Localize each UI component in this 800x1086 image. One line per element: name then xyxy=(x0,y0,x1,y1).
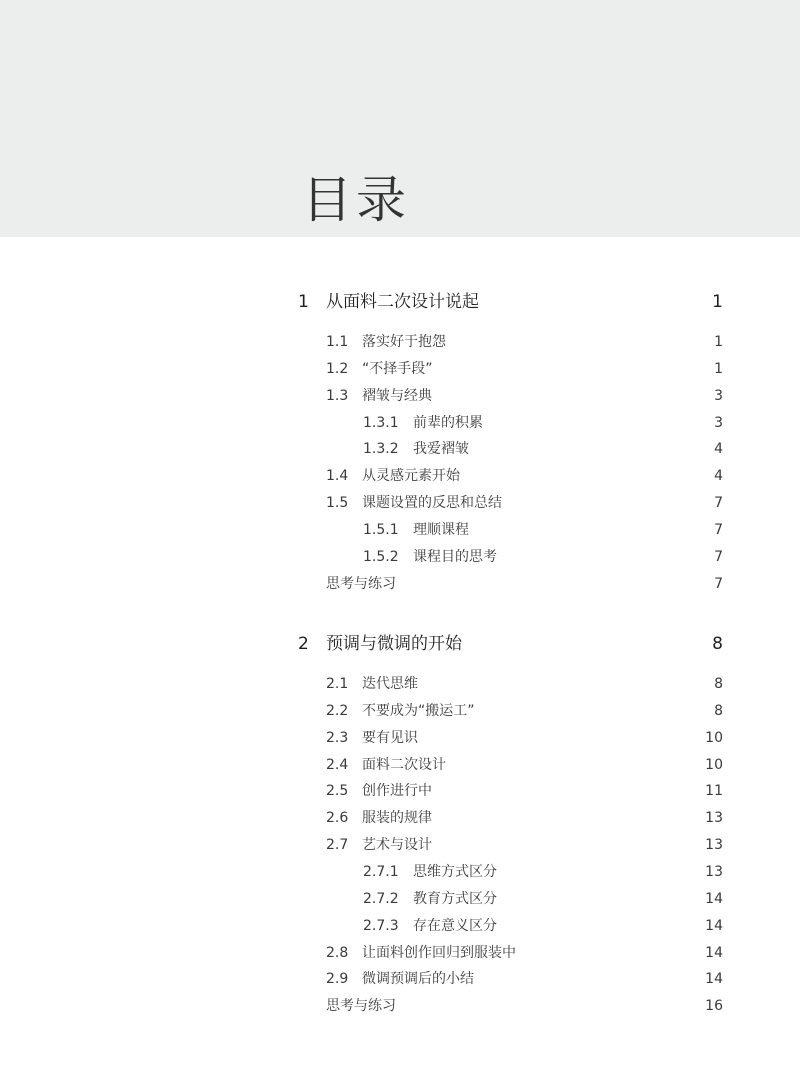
toc-section-title: 课题设置的反思和总结 xyxy=(362,495,502,512)
toc-section-row xyxy=(0,330,800,354)
toc-exercise-row xyxy=(0,994,800,1018)
toc-section-page-number: 8 xyxy=(714,702,723,719)
chapter-number: 2 xyxy=(298,634,309,654)
toc-section-row xyxy=(0,806,800,830)
toc-section-number: 2.5 xyxy=(326,783,349,800)
chapter-number: 1 xyxy=(298,292,309,312)
toc-exercise-row xyxy=(0,572,800,596)
toc-subsection-row xyxy=(0,860,800,884)
toc-exercise-title: 思考与练习 xyxy=(326,575,396,592)
toc-section-page-number: 14 xyxy=(705,971,723,988)
toc-subsection-row xyxy=(0,914,800,938)
toc-section-number: 1.3 xyxy=(326,387,349,404)
toc-section-title: 创作进行中 xyxy=(362,783,432,800)
toc-section-row xyxy=(0,672,800,696)
toc-subsection-row xyxy=(0,437,800,461)
toc-section-title: 要有见识 xyxy=(362,729,418,746)
toc-subsection-number: 1.5.1 xyxy=(363,521,399,538)
toc-subsection-title: 思维方式区分 xyxy=(413,863,497,880)
toc-section-row xyxy=(0,357,800,381)
toc-section-title: 微调预调后的小结 xyxy=(362,971,474,988)
toc-section-number: 2.4 xyxy=(326,756,349,773)
toc-section-title: 让面料创作回归到服装中 xyxy=(362,944,516,961)
toc-exercise-title: 思考与练习 xyxy=(326,998,396,1015)
toc-section-row xyxy=(0,384,800,408)
toc-section-number: 2.8 xyxy=(326,944,349,961)
toc-subsection-title: 课程目的思考 xyxy=(413,548,497,565)
toc-section-number: 2.1 xyxy=(326,676,349,692)
toc-subsection-title: 前辈的积累 xyxy=(413,414,483,431)
toc-subsection-title: 我爱褶皱 xyxy=(413,441,469,458)
chapter-title: 预调与微调的开始 xyxy=(326,634,462,654)
toc-subsection-page-number: 3 xyxy=(714,414,723,431)
page-title: 目录 xyxy=(302,171,410,229)
toc-section-title: 迭代思维 xyxy=(362,676,418,692)
toc-section-row xyxy=(0,967,800,991)
toc-subsection-page-number: 7 xyxy=(714,548,723,565)
toc-section-number: 2.7 xyxy=(326,837,349,854)
toc-section-page-number: 10 xyxy=(705,729,723,746)
toc-section-title: 从灵感元素开始 xyxy=(362,468,460,485)
toc-subsection-page-number: 14 xyxy=(705,890,723,907)
toc-section-title: 面料二次设计 xyxy=(362,756,446,773)
toc-section-page-number: 13 xyxy=(705,837,723,854)
toc-section-page-number: 11 xyxy=(705,783,723,800)
toc-section-row xyxy=(0,833,800,857)
toc-chapter-row xyxy=(0,632,800,656)
toc-subsection-number: 1.5.2 xyxy=(363,548,399,565)
toc-subsection-title: 存在意义区分 xyxy=(413,917,497,934)
toc-section-row xyxy=(0,726,800,750)
toc-section-page-number: 8 xyxy=(714,676,723,692)
toc-section-page-number: 10 xyxy=(705,756,723,773)
toc-section-number: 1.4 xyxy=(326,468,349,485)
toc-section-row xyxy=(0,464,800,488)
toc-subsection-number: 2.7.1 xyxy=(363,863,399,880)
toc-exercise-page-number: 16 xyxy=(705,998,723,1015)
toc-section-title: 不要成为“搬运工” xyxy=(362,702,475,719)
toc-section-number: 1.2 xyxy=(326,360,349,377)
toc-subsection-number: 2.7.2 xyxy=(363,890,399,907)
toc-section-number: 1.5 xyxy=(326,495,349,512)
toc-section-page-number: 13 xyxy=(705,810,723,827)
toc-subsection-number: 1.3.2 xyxy=(363,441,399,458)
toc-exercise-page-number: 7 xyxy=(714,575,723,592)
toc-section-number: 2.2 xyxy=(326,702,349,719)
toc-section-row xyxy=(0,491,800,515)
toc-subsection-page-number: 13 xyxy=(705,863,723,880)
chapter-page-number: 1 xyxy=(712,292,723,312)
toc-section-page-number: 3 xyxy=(714,387,723,404)
toc-section-row xyxy=(0,699,800,723)
toc-subsection-number: 1.3.1 xyxy=(363,414,399,431)
toc-section-page-number: 1 xyxy=(714,360,723,377)
toc-section-title: 服装的规律 xyxy=(362,810,432,827)
toc-section-number: 2.3 xyxy=(326,729,349,746)
toc-section-title: 褶皱与经典 xyxy=(362,387,432,404)
toc-section-page-number: 14 xyxy=(705,944,723,961)
toc-subsection-page-number: 7 xyxy=(714,521,723,538)
toc-subsection-page-number: 4 xyxy=(714,441,723,458)
toc-section-title: “不择手段” xyxy=(362,360,433,377)
toc-section-title: 落实好于抱怨 xyxy=(362,334,446,350)
toc-section-page-number: 7 xyxy=(714,495,723,512)
toc-subsection-row xyxy=(0,411,800,435)
toc-subsection-number: 2.7.3 xyxy=(363,917,399,934)
toc-subsection-title: 教育方式区分 xyxy=(413,890,497,907)
toc-section-number: 1.1 xyxy=(326,334,349,350)
toc-subsection-row xyxy=(0,887,800,911)
toc-section-row xyxy=(0,941,800,965)
toc-chapter-row xyxy=(0,290,800,314)
toc-subsection-row xyxy=(0,518,800,542)
toc-section-page-number: 4 xyxy=(714,468,723,485)
toc-section-row xyxy=(0,779,800,803)
toc-section-title: 艺术与设计 xyxy=(362,837,432,854)
toc-subsection-page-number: 14 xyxy=(705,917,723,934)
chapter-page-number: 8 xyxy=(712,634,723,654)
toc-section-number: 2.9 xyxy=(326,971,349,988)
toc-section-number: 2.6 xyxy=(326,810,349,827)
toc-section-row xyxy=(0,753,800,777)
toc-section-page-number: 1 xyxy=(714,334,723,350)
toc-subsection-row xyxy=(0,545,800,569)
chapter-title: 从面料二次设计说起 xyxy=(326,292,479,312)
toc-subsection-title: 理顺课程 xyxy=(413,521,469,538)
